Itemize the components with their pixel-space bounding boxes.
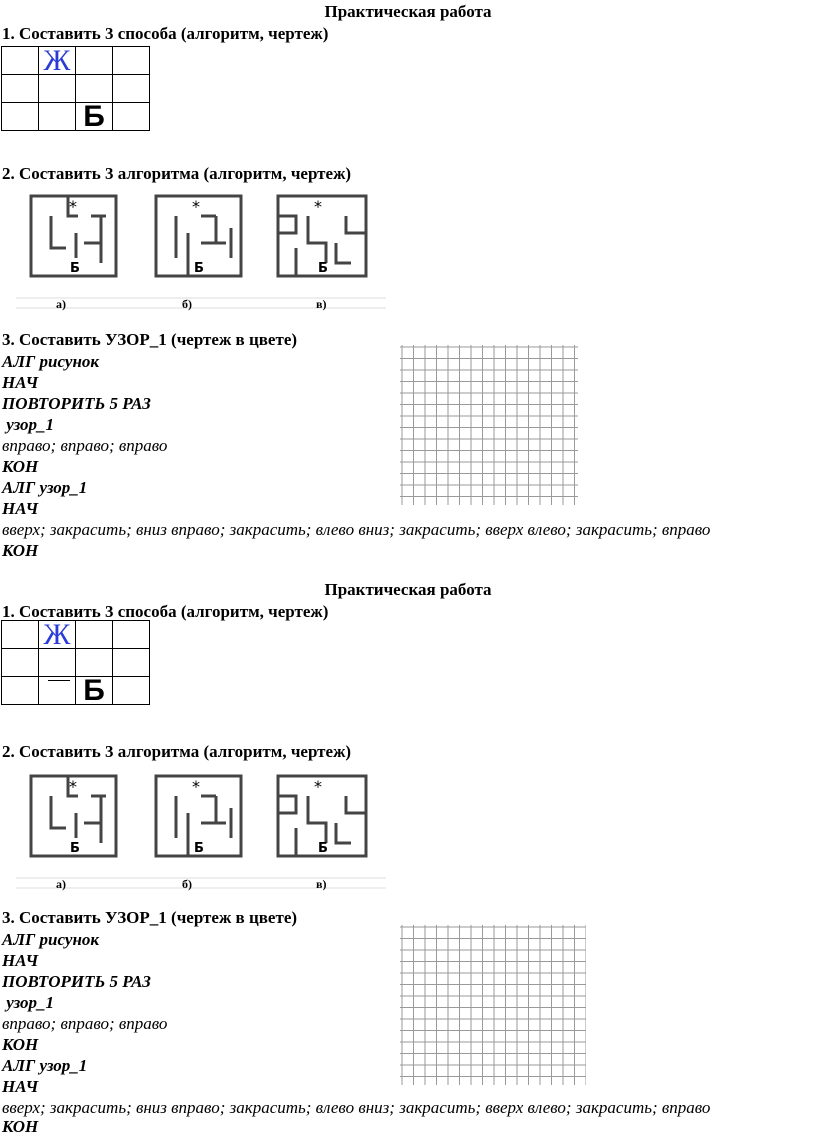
maze-a-label: а) [56, 877, 66, 891]
code-line: КОН [2, 1035, 39, 1054]
grid-wall-mark [48, 102, 70, 103]
maze-c-label: в) [316, 297, 327, 311]
maze-figures [16, 188, 386, 316]
page-title: Практическая работа [324, 2, 492, 21]
code-line: КОН [2, 541, 39, 560]
start-finish-grid [1, 46, 150, 131]
maze-b-star: * [192, 197, 200, 216]
code-line: АЛГ узор_1 [2, 478, 88, 497]
page-title: Практическая работа [324, 580, 492, 599]
task-1-heading: 1. Составить 3 способа (алгоритм, чертеж) [2, 602, 329, 621]
grid-wall-mark [48, 680, 70, 681]
maze-c-star: * [314, 777, 322, 796]
code-line: вправо; вправо; вправо [2, 436, 168, 455]
maze-b-star: * [192, 777, 200, 796]
code-line: АЛГ рисунок [2, 930, 100, 949]
maze-b-finish: Б [194, 261, 204, 276]
code-line: НАЧ [2, 951, 39, 970]
graph-paper [400, 925, 586, 1085]
maze-b-label: б) [182, 297, 192, 311]
code-line: узор_1 [2, 415, 54, 434]
task-2-heading: 2. Составить 3 алгоритма (алгоритм, чертеж) [2, 742, 352, 761]
task-3-heading: 3. Составить УЗОР_1 (чертеж в цвете) [2, 330, 298, 349]
maze-c-finish: Б [318, 261, 328, 276]
code-line: АЛГ узор_1 [2, 1056, 88, 1075]
code-line: вверх; закрасить; вниз вправо; закрасить; влево вниз; закрасить; вверх влево; закрасить; вправо [2, 1098, 711, 1117]
task-2-heading: 2. Составить 3 алгоритма (алгоритм, чертеж) [2, 164, 352, 183]
finish-letter: Б [76, 103, 113, 131]
code-line: вправо; вправо; вправо [2, 1014, 168, 1033]
task-3-heading: 3. Составить УЗОР_1 (чертеж в цвете) [2, 908, 298, 927]
maze-c-star: * [314, 197, 322, 216]
start-finish-grid [1, 620, 150, 705]
maze-a-star: * [69, 777, 77, 796]
code-line: КОН [2, 1117, 39, 1136]
maze-b-label: б) [182, 877, 192, 891]
maze-c-finish: Б [318, 841, 328, 856]
maze-b-finish: Б [194, 841, 204, 856]
maze-a-label: а) [56, 297, 66, 311]
maze-figures [16, 768, 386, 896]
maze-a-star: * [69, 197, 77, 216]
code-line: ПОВТОРИТЬ 5 РАЗ [2, 972, 151, 991]
code-line: вверх; закрасить; вниз вправо; закрасить; влево вниз; закрасить; вверх влево; закрасить; вправо [2, 520, 711, 539]
code-line: ПОВТОРИТЬ 5 РАЗ [2, 394, 151, 413]
task-1-heading: 1. Составить 3 способа (алгоритм, чертеж) [2, 24, 329, 43]
maze-a-finish: Б [70, 841, 80, 856]
finish-letter: Б [76, 677, 113, 705]
start-star-symbol: Ж [39, 621, 76, 649]
code-line: АЛГ рисунок [2, 352, 100, 371]
code-line: КОН [2, 457, 39, 476]
start-star-symbol: Ж [39, 47, 76, 75]
code-line: НАЧ [2, 373, 39, 392]
code-line: НАЧ [2, 499, 39, 518]
maze-c-label: в) [316, 877, 327, 891]
code-line: НАЧ [2, 1077, 39, 1096]
graph-paper [400, 345, 578, 505]
code-line: узор_1 [2, 993, 54, 1012]
maze-a-finish: Б [70, 261, 80, 276]
